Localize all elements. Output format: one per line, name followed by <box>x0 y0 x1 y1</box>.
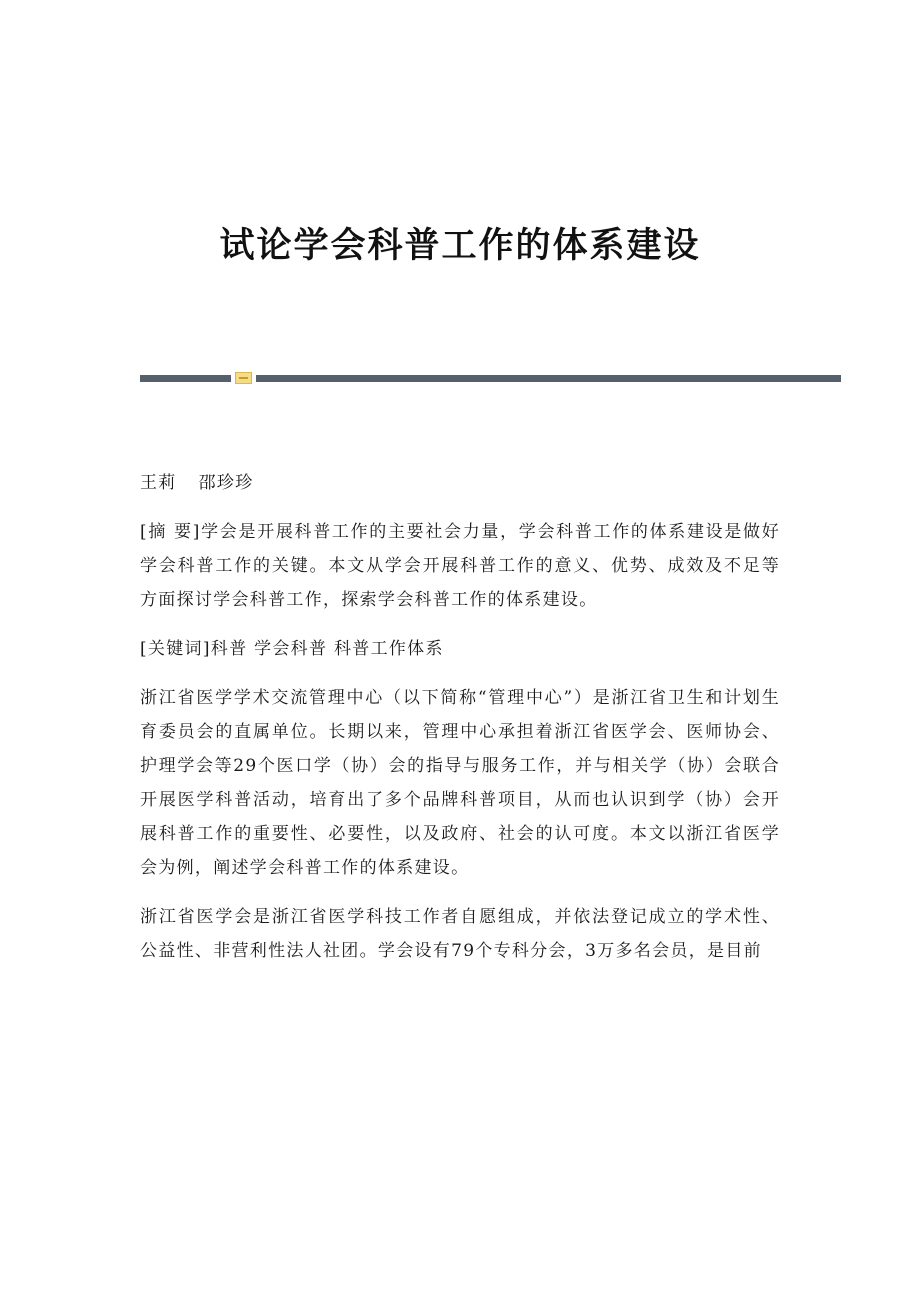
keywords-paragraph: [关键词]科普 学会科普 科普工作体系 <box>140 639 444 659</box>
body-paragraph: 浙江省医学学术交流管理中心（以下简称“管理中心”）是浙江省卫生和计划生育委员会的直属单位。长期以来，管理中心承担着浙江省医学会、医师协会、护理学会等29个医口学（协）会的指导与服务工作，并与相关学（协）会联合开展医学科普活动，培育出了多个品牌科普项目，从而也认识到学（协）会开展科普工作的重要性、必要性，以及政府、社会的认可度。本文以浙江省医学会为例，阐述学会科普工作的体系建设。 <box>140 688 780 878</box>
title-divider <box>140 372 841 384</box>
author-name: 邵珍珍 <box>198 473 254 493</box>
divider-bar-right <box>256 375 841 382</box>
abstract-paragraph: [摘 要]学会是开展科普工作的主要社会力量，学会科普工作的体系建设是做好学会科普工作的关键。本文从学会开展科普工作的意义、优势、成效及不足等方面探讨学会科普工作，探索学会科普工作的体系建设。 <box>140 522 780 610</box>
body-paragraph: 浙江省医学会是浙江省医学科技工作者自愿组成，并依法登记成立的学术性、公益性、非营利性法人社团。学会设有79个专科分会，3万多名会员，是目前 <box>140 907 780 961</box>
document-title: 试论学会科普工作的体系建设 <box>219 225 701 266</box>
divider-bar-left <box>140 375 231 382</box>
divider-ornament-icon <box>235 372 252 384</box>
document-body <box>140 466 780 983</box>
author-name: 王莉 <box>140 473 177 493</box>
authors-line <box>140 466 780 500</box>
